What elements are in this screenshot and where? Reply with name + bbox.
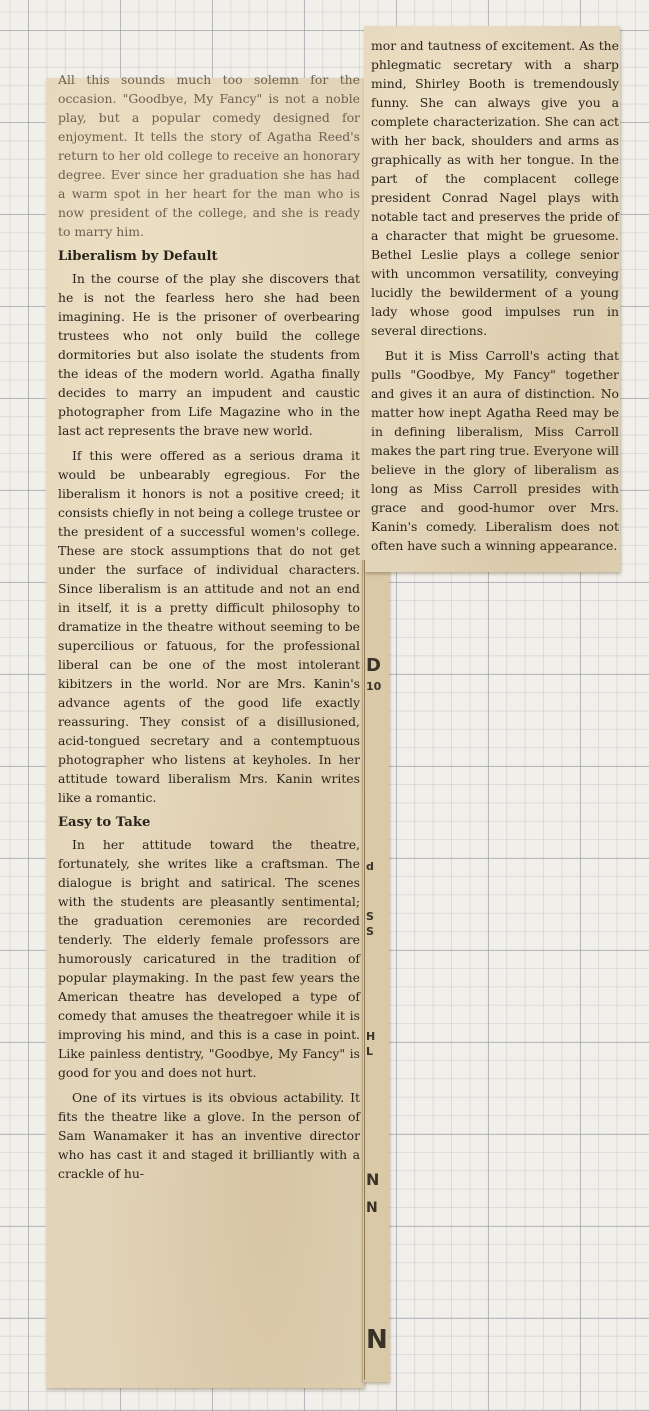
paragraph: In her attitude toward the theatre, fortunately, she writes like a craftsman. The dialogue is bright and satirical. The scenes with the students are pleasantly sentimental; the graduation ceremonies are recorded tenderly. The elderly female professors are humorously caricatured in the tradition of popular playmaking. In the past few years the American theatre has developed a type of comedy that amuses the theatregoer while it is improving his mind, and this is a case in point. Like painless dentistry, "Goodbye, My Fancy" is good for you and does not hurt. [58, 837, 360, 1080]
edge-fragment: N [366, 1200, 378, 1216]
paragraph: One of its virtues is its obvious actability. It fits the theatre like a glove. In the person of Sam Wanamaker it has an inventive director who has cast it and staged it brilliantly with a crackle of hu- [58, 1090, 360, 1181]
edge-fragment: N [366, 1170, 380, 1189]
edge-fragment: N [366, 1325, 388, 1355]
edge-fragment: L [366, 1045, 374, 1058]
edge-fragment: D [366, 655, 381, 676]
edge-fragment: d [366, 860, 374, 873]
left-column [58, 70, 360, 1189]
right-column [371, 36, 619, 561]
paragraph: If this were offered as a serious drama it would be unbearably egregious. For the liberalism it honors is not a positive creed; it consists chiefly in not being a college trustee or the president of a successful women's college. These are stock assumptions that do not get under the surface of individual characters. Since liberalism is an attitude and not an end in itself, it is a pretty difficult philosophy to dramatize in the theatre without seeming to be supercilious or fatuous, for the professional liberal can be one of the most intolerant kibitzers in the world. Nor are Mrs. Kanin's advance agents of the good life exactly reassuring. They consist of a disillusioned, acid-tongued secretary and a contemptuous photographer who listens at keyholes. In her attitude toward liberalism Mrs. Kanin writes like a romantic. [58, 448, 360, 805]
paragraph: In the course of the play she discovers that he is not the fearless hero she had been imagining. He is the prisoner of overbearing trustees who not only build the college dormitories but also isolate the students from the ideas of the modern world. Agatha finally decides to marry an impudent and caustic photographer from Life Magazine who in the last act represents the brave new world. [58, 271, 360, 438]
adjacent-column-fragments [364, 600, 386, 1380]
edge-fragment: H [366, 1030, 376, 1043]
subheading-easy-to-take: Easy to Take [58, 815, 151, 830]
paragraph: But it is Miss Carroll's acting that pulls "Goodbye, My Fancy" together and gives it an aura of distinction. No matter how inept Agatha Reed may be in defining liberalism, Miss Carroll makes the part ring true. Everyone will believe in the glory of liberalism as long as Miss Carroll presides with grace and good-humor over Mrs. Kanin's comedy. Liberalism does not often have such a winning appearance. [371, 348, 620, 553]
edge-fragment: 10 [366, 680, 382, 693]
edge-fragment: S [366, 925, 374, 938]
paragraph: mor and tautness of excitement. As the phlegmatic secretary with a sharp mind, Shirley Booth is tremendously funny. She can always give you a complete characterization. She can act with her back, shoulders and arms as graphically as with her tongue. In the part of the complacent college president Conrad Nagel plays with notable tact and preserves the pride of a character that might be gruesome. Bethel Leslie plays a college senior with uncommon versatility, conveying lucidly the bewilderment of a young lady whose good impulses run in several directions. [371, 38, 619, 338]
subheading-liberalism: Liberalism by Default [58, 249, 218, 264]
edge-fragment: S [366, 910, 374, 923]
opening-paragraph: All this sounds much too solemn for the occasion. "Goodbye, My Fancy" is not a noble play, but a popular comedy designed for enjoyment. It tells the story of Agatha Reed's return to her old college to receive an honorary degree. Ever since her graduation she has had a warm spot in her heart for the man who is now president of the college, and she is ready to marry him. [58, 72, 360, 239]
